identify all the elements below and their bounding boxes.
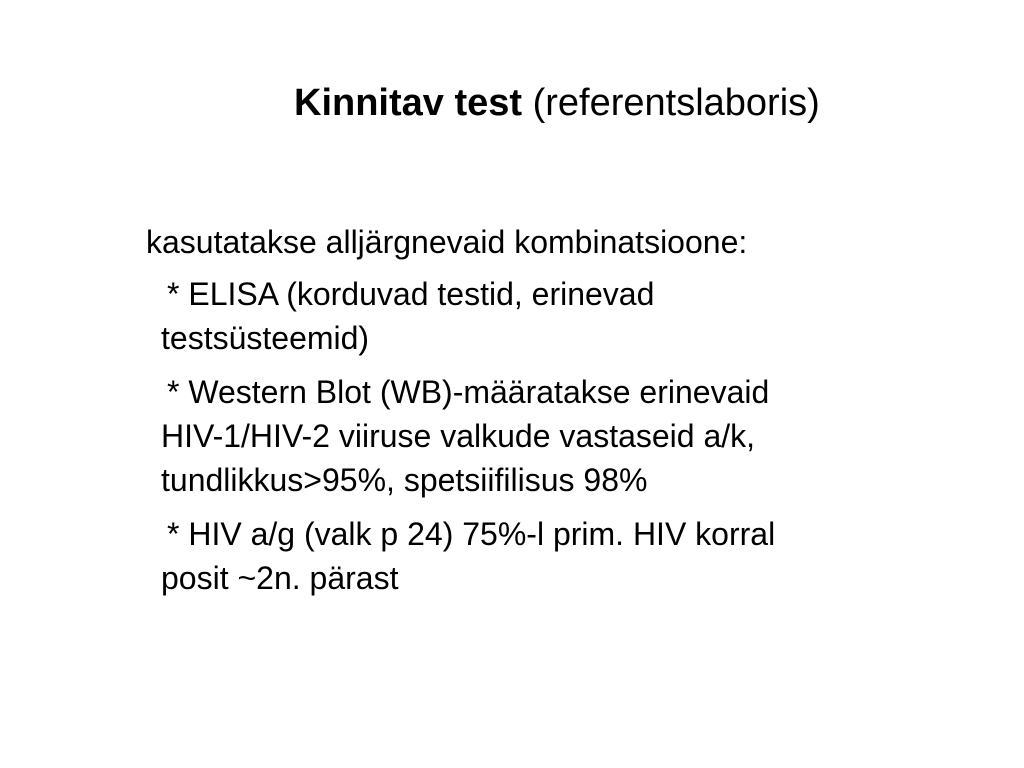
bullet-line: * Western Blot (WB)-määratakse erinevaid: [167, 374, 770, 410]
slide-body: [146, 220, 946, 610]
bullet-item-hiv-ag: [146, 512, 946, 600]
bullet-line: tundlikkus>95%, spetsiifilisus 98%: [161, 462, 648, 498]
bullet-line: posit ~2n. pärast: [161, 560, 399, 596]
bullet-line: testsüsteemid): [161, 320, 370, 356]
bullet-item-western-blot: [146, 370, 946, 502]
bullet-line: * ELISA (korduvad testid, erinevad: [167, 276, 655, 312]
bullet-line: * HIV a/g (valk p 24) 75%-l prim. HIV korral: [167, 516, 776, 552]
bullet-item-elisa: [146, 272, 946, 360]
slide-title-rest: (referentslaboris): [522, 82, 820, 124]
slide-title: [294, 80, 820, 126]
bullet-line: HIV-1/HIV-2 viiruse valkude vastaseid a/k,: [161, 418, 756, 454]
intro-text: kasutatakse alljärgnevaid kombinatsioone:: [146, 224, 748, 260]
slide-title-bold: Kinnitav test: [294, 82, 523, 124]
